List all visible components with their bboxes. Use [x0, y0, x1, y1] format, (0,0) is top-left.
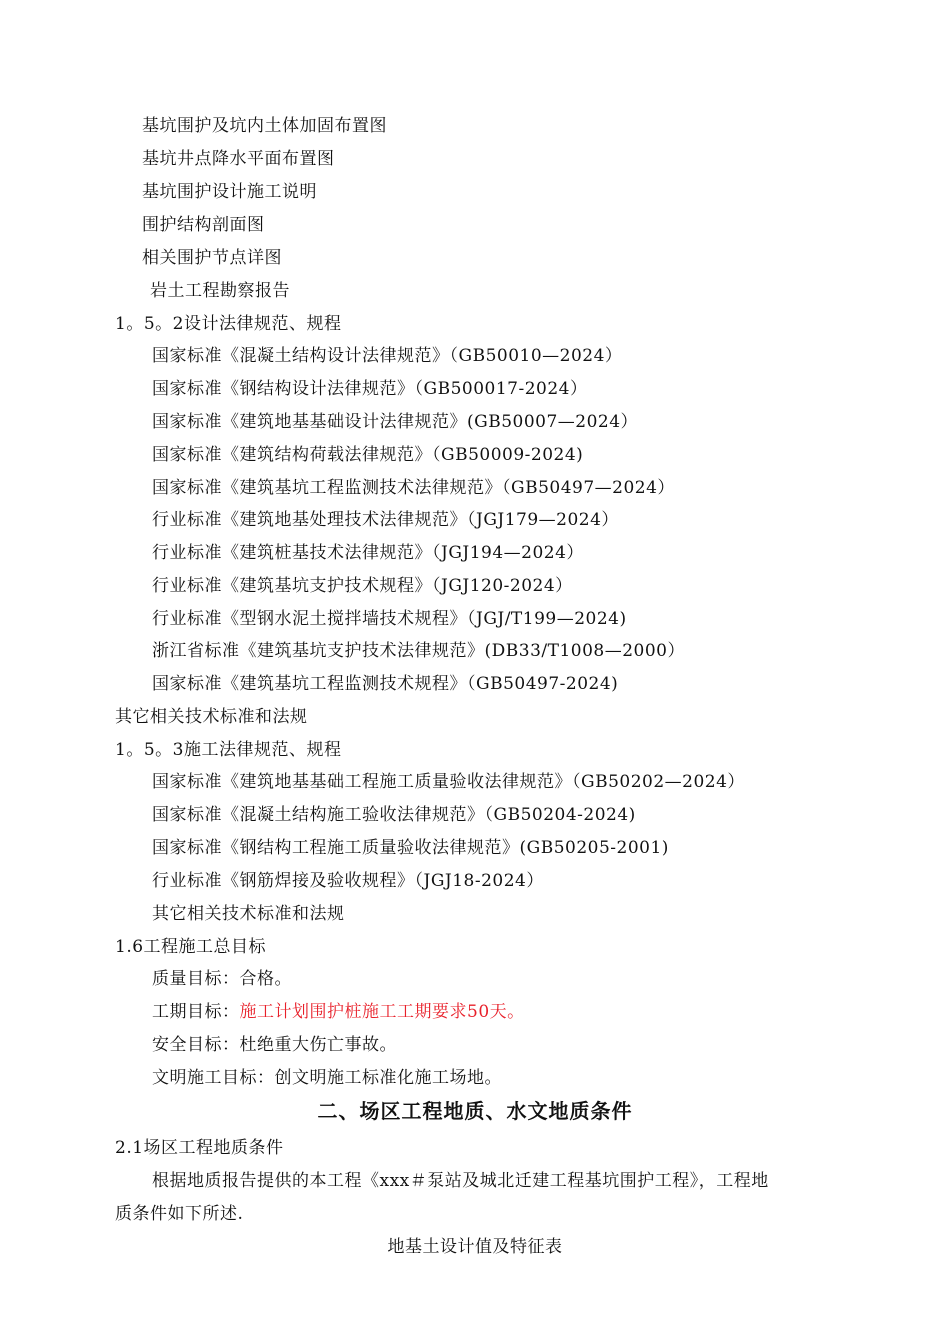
design-code-item: 行业标准《型钢水泥土搅拌墙技术规程》（JGJ/T199—2024)	[152, 609, 627, 629]
construction-code-item: 国家标准《建筑地基基础工程施工质量验收法律规范》（GB50202—2024）	[152, 772, 745, 792]
design-code-item: 行业标准《建筑地基处理技术法律规范》（JGJ179—2024）	[152, 510, 619, 530]
drawing-item: 围护结构剖面图	[142, 215, 265, 235]
safety-goal: 安全目标：杜绝重大伤亡事故。	[152, 1035, 397, 1055]
section-heading-goals: 1.6工程施工总目标	[115, 937, 267, 957]
design-code-item: 浙江省标准《建筑基坑支护技术法律规范》(DB33/T1008—2000）	[152, 641, 685, 661]
construction-code-item: 其它相关技术标准和法规	[152, 904, 345, 924]
chapter-title: 二、场区工程地质、水文地质条件	[317, 1099, 633, 1123]
schedule-goal-value: 施工计划围护桩施工工期要求50天。	[239, 1002, 525, 1022]
quality-goal: 质量目标：合格。	[152, 969, 292, 989]
design-code-item: 国家标准《建筑结构荷载法律规范》（GB50009-2024)	[152, 445, 584, 465]
design-code-item: 国家标准《混凝土结构设计法律规范》（GB50010—2024）	[152, 346, 623, 366]
design-code-item: 国家标准《钢结构设计法律规范》（GB500017-2024）	[152, 379, 588, 399]
design-code-item: 行业标准《建筑桩基技术法律规范》（JGJ194—2024）	[152, 543, 584, 563]
design-code-item: 国家标准《建筑基坑工程监测技术规程》（GB50497-2024)	[152, 674, 619, 694]
section-heading-design-codes: 1。5。2设计法律规范、规程	[115, 314, 342, 334]
construction-code-item: 国家标准《混凝土结构施工验收法律规范》（GB50204-2024)	[152, 805, 636, 825]
schedule-goal	[152, 1001, 525, 1023]
table-caption: 地基土设计值及特征表	[387, 1237, 563, 1257]
schedule-goal-label: 工期目标：	[152, 1002, 240, 1022]
paragraph-line: 根据地质报告提供的本工程《xxx＃泵站及城北迁建工程基坑围护工程》，工程地	[152, 1171, 769, 1191]
sub-heading-geology: 2.1场区工程地质条件	[115, 1138, 284, 1158]
design-code-item: 国家标准《建筑基坑工程监测技术法律规范》（GB50497—2024）	[152, 478, 675, 498]
construction-code-item: 行业标准《钢筋焊接及验收规程》（JGJ18-2024）	[152, 871, 544, 891]
drawing-item: 基坑围护设计施工说明	[142, 182, 317, 202]
civilized-construction-goal: 文明施工目标：创文明施工标准化施工场地。	[152, 1068, 502, 1088]
design-code-other: 其它相关技术标准和法规	[115, 707, 308, 727]
section-heading-construction-codes: 1。5。3施工法律规范、规程	[115, 740, 342, 760]
drawing-item: 相关围护节点详图	[142, 248, 282, 268]
design-code-item: 行业标准《建筑基坑支护技术规程》（JGJ120-2024）	[152, 576, 573, 596]
construction-code-item: 国家标准《钢结构工程施工质量验收法律规范》(GB50205-2001)	[152, 838, 669, 858]
design-code-item: 国家标准《建筑地基基础设计法律规范》(GB50007—2024）	[152, 412, 639, 432]
drawing-item: 基坑井点降水平面布置图	[142, 149, 335, 169]
paragraph-line: 质条件如下所述.	[115, 1204, 244, 1224]
drawing-item: 基坑围护及坑内土体加固布置图	[142, 116, 387, 136]
drawing-item: 岩土工程勘察报告	[150, 281, 290, 301]
